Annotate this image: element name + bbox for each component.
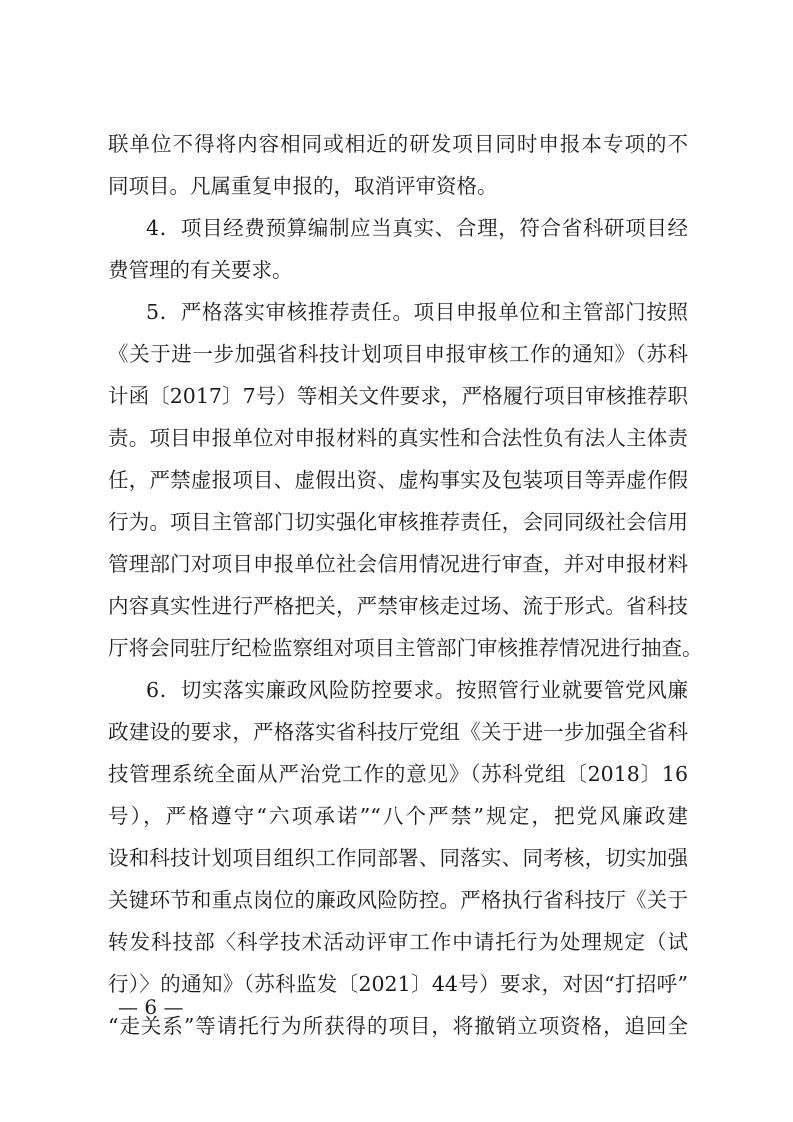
body-text-line: 关键环节和重点岗位的廉政风险防控。严格执行省科技厅《关于 — [108, 888, 688, 912]
body-text-line: 联单位不得将内容相同或相近的研发项目同时申报本专项的不 — [108, 132, 688, 156]
body-text-line: 转发科技部〈科学技术活动评审工作中请托行为处理规定（试 — [108, 930, 688, 954]
body-text-line: 行）〉的通知》（苏科监发〔2021〕44号）要求，对因“打招呼” — [108, 972, 688, 996]
body-text-line: “走关系”等请托行为所获得的项目，将撤销立项资格，追回全 — [108, 1014, 688, 1038]
body-text-line: 费管理的有关要求。 — [108, 258, 293, 282]
body-text-line: 《关于进一步加强省科技计划项目申报审核工作的通知》（苏科 — [108, 342, 688, 366]
body-text-line: 行为。项目主管部门切实强化审核推荐责任，会同同级社会信用 — [108, 510, 688, 534]
body-text-line: 同项目。凡属重复申报的，取消评审资格。 — [108, 174, 498, 198]
body-text-line: 政建设的要求，严格落实省科技厅党组《关于进一步加强全省科 — [108, 720, 688, 744]
body-text-line: 4．项目经费预算编制应当真实、合理，符合省科研项目经 — [146, 216, 688, 240]
page-number: — 6 — — [118, 995, 184, 1019]
body-text-line: 号），严格遵守“六项承诺”“八个严禁”规定，把党风廉政建 — [108, 804, 688, 828]
body-text-line: 管理部门对项目申报单位社会信用情况进行审查，并对申报材料 — [108, 552, 688, 576]
body-text-line: 厅将会同驻厅纪检监察组对项目主管部门审核推荐情况进行抽查。 — [108, 636, 703, 660]
body-text-line: 计函〔2017〕7号）等相关文件要求，严格履行项目审核推荐职 — [108, 384, 688, 408]
body-text-line: 责。项目申报单位对申报材料的真实性和合法性负有法人主体责 — [108, 426, 688, 450]
body-text-line: 技管理系统全面从严治党工作的意见》（苏科党组〔2018〕16 — [108, 762, 688, 786]
body-text-line: 内容真实性进行严格把关，严禁审核走过场、流于形式。省科技 — [108, 594, 688, 618]
body-text-line: 任，严禁虚报项目、虚假出资、虚构事实及包装项目等弄虚作假 — [108, 468, 688, 492]
body-text-line: 设和科技计划项目组织工作同部署、同落实、同考核，切实加强 — [108, 846, 688, 870]
body-text-line: 6．切实落实廉政风险防控要求。按照管行业就要管党风廉 — [146, 678, 688, 702]
body-text-line: 5．严格落实审核推荐责任。项目申报单位和主管部门按照 — [146, 300, 688, 324]
